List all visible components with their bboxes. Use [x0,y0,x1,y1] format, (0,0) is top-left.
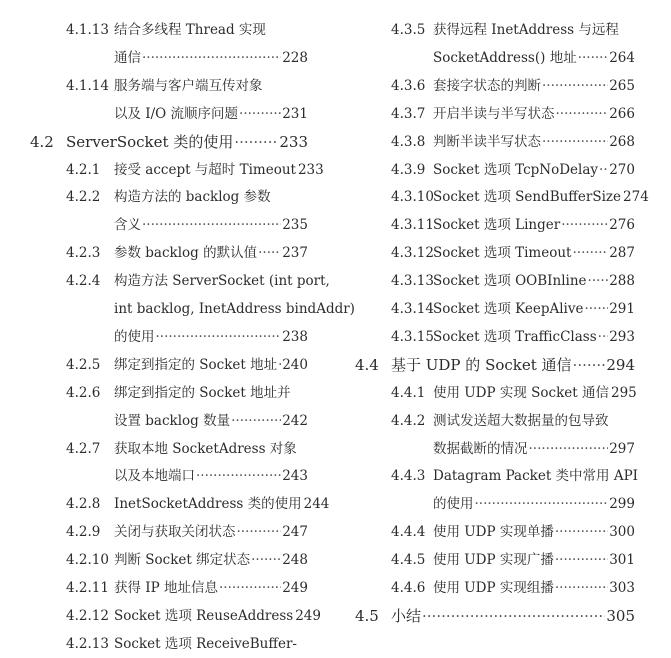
toc-page-number: 300 [609,524,635,541]
toc-entry-line[interactable] [433,490,635,518]
dot-leader [475,490,609,518]
toc-entry-title: 开启半读与半写状态 [433,105,555,122]
toc-page-number: 233 [297,161,324,178]
toc-entry-line[interactable] [391,407,635,435]
toc-entry-line[interactable] [391,100,635,128]
toc-entry-line[interactable] [391,379,637,407]
toc-entry-number: 4.3.11 [391,217,434,234]
toc-entry-line[interactable] [30,128,308,156]
toc-entry-title: 以及本地端口 [114,468,195,485]
dot-leader [555,546,608,574]
toc-entry-number: 4.2.9 [66,524,101,541]
toc-page-number: 295 [610,384,637,401]
toc-entry-title: Socket 选项 OOBInline [433,273,587,290]
toc-entry-number: 4.2.4 [66,273,101,290]
toc-entry-number: 4.1.14 [66,77,109,94]
toc-page-number: 244 [303,496,330,513]
toc-page-number: 287 [609,245,635,262]
toc-page-number: 274 [623,189,649,206]
toc-entry-title: Socket 选项 Timeout [433,245,572,262]
toc-entry-number: 4.3.14 [391,301,434,317]
toc-entry-number: 4.1.13 [66,22,109,38]
toc-entry-number: 4.2.11 [66,580,109,596]
toc-entry-line[interactable] [391,574,635,602]
toc-entry-line[interactable] [114,462,308,490]
toc-entry-line[interactable] [114,100,308,128]
dot-leader [599,156,608,184]
toc-page-number: 305 [606,606,635,625]
toc-entry-line[interactable] [391,267,635,295]
toc-entry-number: 4.2.12 [66,607,109,624]
toc-entry-title: 参数 backlog 的默认值 [114,245,258,262]
toc-page-number: 301 [609,552,635,569]
toc-page-number: 297 [609,440,635,457]
toc-entry-line[interactable] [391,16,635,44]
toc-entry-title: 判断半读半写状态 [433,133,541,150]
toc-entry-title: 获得 IP 地址信息 [114,580,218,596]
toc-entry-title: 通信 [114,49,141,66]
toc-page-number: 233 [279,132,308,151]
toc-entry-line[interactable] [66,574,308,602]
toc-entry-number: 4.2.13 [66,635,109,652]
toc-page-number: 270 [609,161,635,178]
dot-leader [237,518,282,546]
dot-leader [196,462,281,490]
dot-leader [588,267,609,295]
toc-entry-title: 构造方法 ServerSocket (int port, [114,273,330,290]
toc-entry-line[interactable] [66,183,308,211]
toc-entry-title: 设置 backlog 数量 [114,412,231,429]
toc-entry-title: 判断 Socket 绑定状态 [114,552,251,569]
toc-page-number: 228 [282,49,308,66]
toc-entry-number: 4.4.1 [391,384,426,401]
toc-entry-title: int backlog, InetAddress bindAddr) [114,301,355,317]
toc-entry-title: 的使用 [114,328,155,345]
dot-leader [555,518,608,546]
toc-entry-title: 绑定到指定的 Socket 地址 [114,356,278,373]
toc-entry-line[interactable] [391,183,649,211]
toc-entry-title: Socket 选项 ReuseAddress [114,607,294,624]
toc-page-number: 293 [609,328,635,345]
dot-leader [258,239,281,267]
toc-entry-title: 服务端与客户端互传对象 [114,77,263,94]
toc-entry-title: 小结 [391,606,422,625]
toc-entry-line[interactable] [355,602,635,630]
toc-page-number: 288 [609,273,635,290]
toc-entry-line[interactable] [391,156,635,184]
toc-entry-title: 接受 accept 与超时 Timeout [114,161,296,178]
toc-entry-number: 4.2.3 [66,245,101,262]
toc-entry-line[interactable] [391,211,635,239]
dot-leader [231,407,281,435]
toc-entry-line[interactable] [66,379,308,407]
toc-entry-line[interactable] [114,323,308,351]
toc-entry-title: 使用 UDP 实现单播 [433,524,554,541]
toc-entry-number: 4.2.7 [66,440,101,457]
toc-entry-title: 数据截断的情况 [433,440,528,457]
toc-entry-title: 测试发送超大数据量的包导致 [433,412,609,429]
toc-entry-line[interactable] [391,462,639,490]
toc-page-number: 303 [609,580,635,596]
toc-entry-number: 4.5 [355,606,379,625]
toc-entry-title: 使用 UDP 实现广播 [433,552,554,569]
toc-entry-number: 4.2.2 [66,189,101,206]
toc-entry-title: Socket 选项 Linger [433,217,561,234]
toc-entry-title: Socket 选项 TrafficClass [433,328,597,345]
toc-page-number: 248 [282,552,308,569]
toc-entry-line[interactable] [114,295,355,323]
toc-entry-number: 4.3.12 [391,245,434,262]
toc-entry-title: InetSocketAddress 类的使用 [114,496,302,513]
toc-entry-line[interactable] [66,435,308,463]
toc-entry-line[interactable] [114,211,308,239]
toc-page-number: 247 [282,524,308,541]
dot-leader [542,72,608,100]
toc-entry-title: 获得远程 InetAddress 与远程 [433,22,619,38]
toc-entry-line[interactable] [66,156,324,184]
toc-entry-number: 4.2.6 [66,384,101,401]
toc-page-number: 243 [282,468,308,485]
toc-entry-title: ServerSocket 类的使用 [66,132,234,151]
toc-page-number: 291 [609,301,635,317]
toc-entry-line[interactable] [433,44,635,72]
toc-entry-title: 构造方法的 backlog 参数 [114,189,271,206]
toc-entry-line[interactable] [66,72,308,100]
toc-entry-line[interactable] [66,267,330,295]
toc-page-number: 231 [282,105,308,122]
toc-entry-title: 获取本地 SocketAdress 对象 [114,440,297,457]
toc-entry-title: Socket 选项 TcpNoDelay [433,161,599,178]
toc-page-number: 266 [609,105,635,122]
toc-entry-line[interactable] [355,351,635,379]
toc-entry-number: 4.4.2 [391,412,426,429]
toc-page-number: 238 [282,328,308,345]
toc-entry-title: 使用 UDP 实现 Socket 通信 [433,384,609,401]
toc-page-number: 299 [609,496,635,513]
dot-leader [572,239,608,267]
toc-page-number: 235 [282,217,308,234]
toc-entry-number: 4.3.5 [391,22,426,38]
toc-entry-title: Datagram Packet 类中常用 API [433,468,639,485]
toc-entry-title: 使用 UDP 实现组播 [433,580,554,596]
toc-entry-line[interactable] [391,546,635,574]
toc-entry-title: Socket 选项 ReceiveBuffer- [114,635,297,652]
dot-leader [584,295,608,323]
toc-page-number: 240 [282,356,308,373]
toc-page-number: 249 [282,580,308,596]
toc-entry-title: Socket 选项 SendBufferSize [433,189,622,206]
toc-entry-number: 4.2.1 [66,161,101,178]
toc-entry-number: 4.3.10 [391,189,434,206]
toc-entry-line[interactable] [391,128,635,156]
toc-page-number: 268 [609,133,635,150]
toc-page-number: 264 [609,49,635,66]
toc-entry-line[interactable] [391,72,635,100]
toc-entry-number: 4.2 [30,132,54,151]
dot-leader [219,574,281,602]
toc-entry-number: 4.2.5 [66,356,101,373]
toc-entry-line[interactable] [66,546,308,574]
toc-page-number: 249 [295,607,321,624]
dot-leader [278,351,281,379]
toc-entry-number: 4.3.15 [391,328,434,345]
dot-leader [142,44,281,72]
toc-entry-line[interactable] [433,435,635,463]
toc-entry-number: 4.4.5 [391,552,426,569]
dot-leader [142,211,281,239]
toc-entry-title: 基于 UDP 的 Socket 通信 [391,355,572,374]
dot-leader [529,435,609,463]
toc-entry-number: 4.4.3 [391,468,426,485]
toc-entry-number: 4.2.10 [66,552,109,569]
toc-entry-line[interactable] [66,602,321,630]
toc-entry-number: 4.2.8 [66,496,101,513]
toc-entry-title: 的使用 [433,496,474,513]
toc-entry-number: 4.3.6 [391,77,426,94]
dot-leader [573,351,606,379]
toc-page-number: 237 [282,245,308,262]
toc-entry-title: 以及 I/O 流顺序问题 [114,105,239,122]
dot-leader [556,100,609,128]
toc-entry-number: 4.4.6 [391,580,426,596]
toc-entry-line[interactable] [66,518,308,546]
dot-leader [251,546,281,574]
toc-entry-line[interactable] [66,239,308,267]
toc-entry-line[interactable] [391,295,635,323]
toc-entry-line[interactable] [114,407,308,435]
toc-entry-number: 4.3.8 [391,133,426,150]
dot-leader [422,602,605,630]
toc-entry-line[interactable] [66,16,308,44]
dot-leader [578,44,609,72]
toc-entry-title: SocketAddress() 地址 [433,49,577,66]
toc-entry-line[interactable] [66,351,308,379]
toc-entry-number: 4.3.9 [391,161,426,178]
toc-entry-line[interactable] [391,518,635,546]
toc-entry-number: 4.4 [355,355,379,374]
dot-leader [156,323,282,351]
dot-leader [561,211,608,239]
dot-leader [234,128,278,156]
toc-entry-line[interactable] [114,44,308,72]
toc-entry-number: 4.4.4 [391,524,426,541]
toc-entry-line[interactable] [391,323,635,351]
toc-entry-line[interactable] [66,490,330,518]
dot-leader [239,100,281,128]
dot-leader [598,323,609,351]
toc-entry-number: 4.3.13 [391,273,434,290]
toc-page-number: 265 [609,77,635,94]
toc-page-number: 276 [609,217,635,234]
toc-entry-title: 结合多线程 Thread 实现 [114,22,266,38]
dot-leader [555,574,608,602]
toc-entry-line[interactable] [391,239,635,267]
toc-entry-title: 含义 [114,217,141,234]
toc-entry-title: 套接字状态的判断 [433,77,541,94]
toc-entry-number: 4.3.7 [391,105,426,122]
toc-page-number: 294 [606,355,635,374]
toc-entry-title: 关闭与获取关闭状态 [114,524,236,541]
toc-entry-title: 绑定到指定的 Socket 地址并 [114,384,291,401]
toc-entry-title: Socket 选项 KeepAlive [433,301,584,317]
toc-page-number: 242 [282,412,308,429]
dot-leader [542,128,608,156]
toc-entry-line[interactable] [66,630,308,658]
